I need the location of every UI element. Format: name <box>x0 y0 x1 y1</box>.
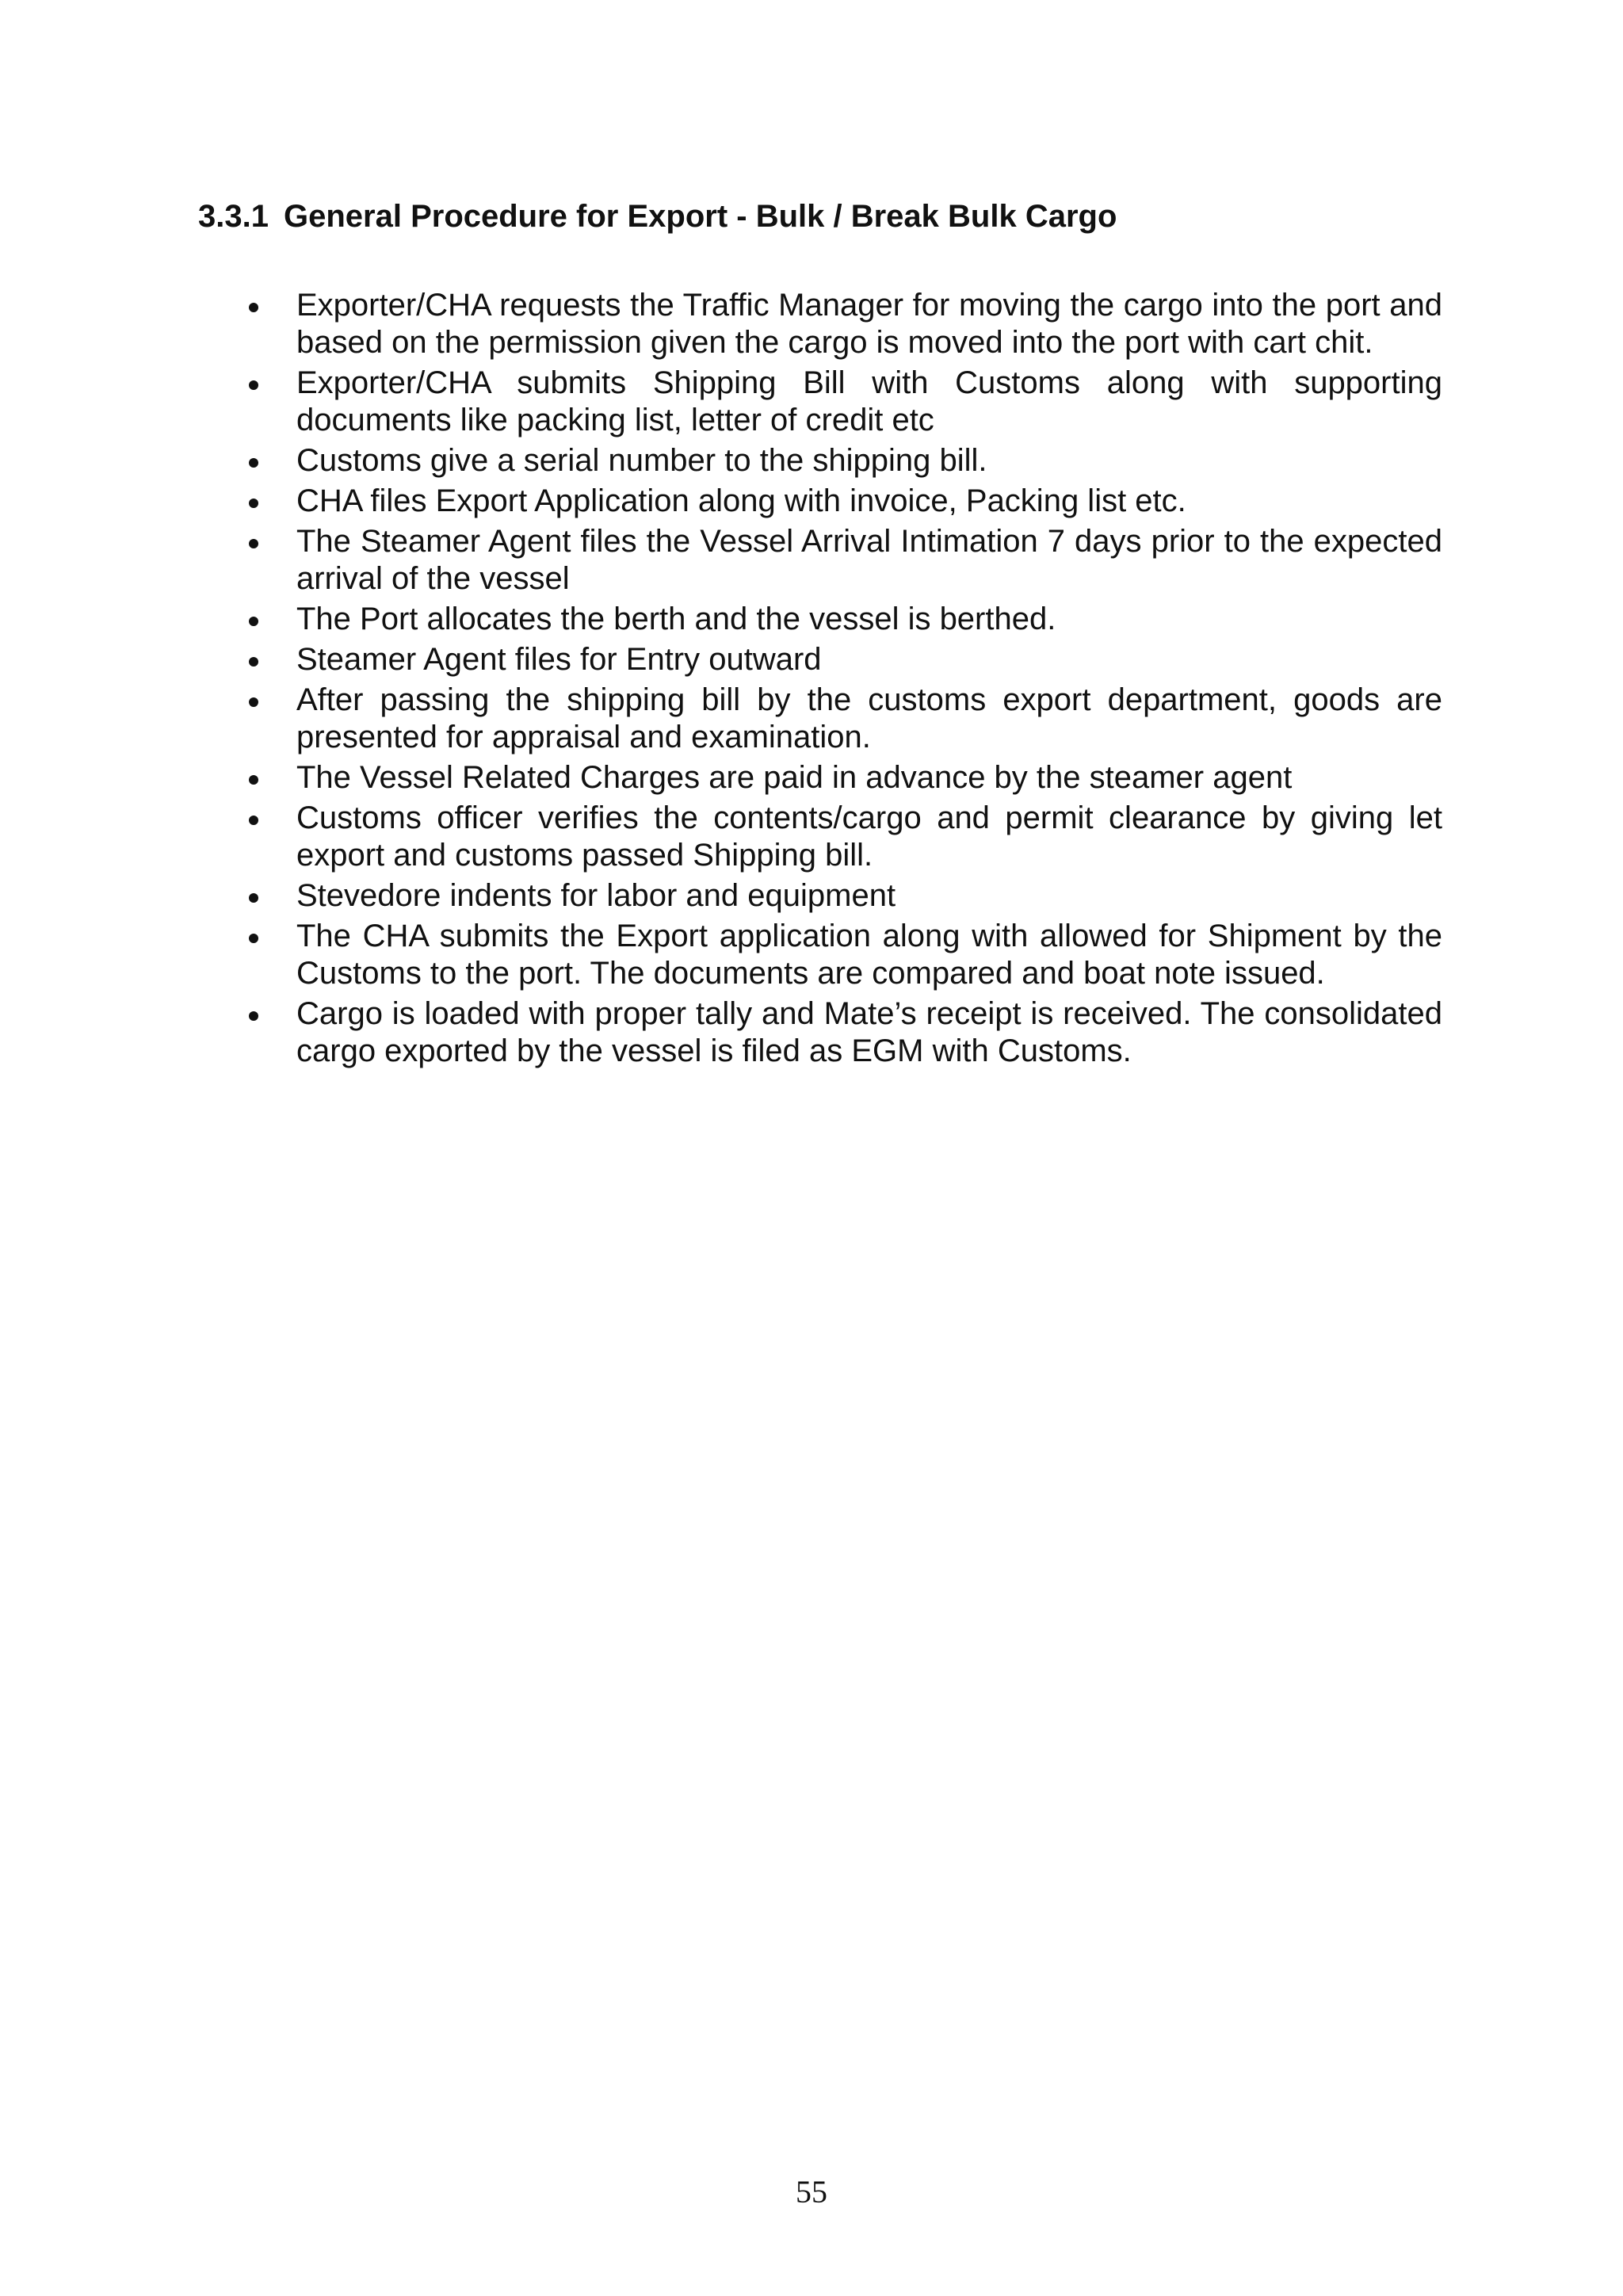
bullet-icon <box>249 303 258 312</box>
list-item-text: Steamer Agent files for Entry outward <box>296 642 822 677</box>
bullet-icon <box>249 617 258 626</box>
list-item <box>246 523 1442 598</box>
bullet-icon <box>249 816 258 825</box>
bullet-icon <box>249 458 258 468</box>
section-number: 3.3.1 <box>198 199 269 234</box>
bullet-icon <box>249 657 258 667</box>
list-item <box>246 800 1442 874</box>
list-item <box>246 641 1442 678</box>
list-item-text: Exporter/CHA requests the Traffic Manager for moving the cargo into the port and based on the permission given the cargo is moved into the port with cart chit. <box>296 288 1442 360</box>
page-number: 55 <box>796 2174 827 2210</box>
list-item <box>246 287 1442 361</box>
list-item-text: The Vessel Related Charges are paid in advance by the steamer agent <box>296 760 1293 795</box>
list-item <box>246 759 1442 797</box>
bullet-icon <box>249 934 258 943</box>
list-item <box>246 995 1442 1070</box>
bullet-icon <box>249 775 258 785</box>
procedure-bullet-list <box>246 287 1442 1073</box>
list-item <box>246 483 1442 520</box>
list-item-text: CHA files Export Application along with invoice, Packing list etc. <box>296 483 1186 518</box>
list-item <box>246 442 1442 479</box>
list-item-text: Cargo is loaded with proper tally and Mate’s receipt is received. The consolidated cargo exported by the vessel is filed as EGM with Customs. <box>296 996 1442 1068</box>
list-item <box>246 877 1442 915</box>
list-item-text: Customs give a serial number to the shipping bill. <box>296 443 987 478</box>
bullet-icon <box>249 380 258 390</box>
list-item <box>246 365 1442 439</box>
list-item-text: The Port allocates the berth and the vessel is berthed. <box>296 602 1056 636</box>
section-heading <box>198 193 1117 239</box>
bullet-icon <box>249 697 258 707</box>
list-item-text: Customs officer verifies the contents/cargo and permit clearance by giving let export and customs passed Shipping bill. <box>296 800 1442 873</box>
bullet-icon <box>249 539 258 548</box>
list-item-text: Stevedore indents for labor and equipment <box>296 878 896 913</box>
bullet-icon <box>249 499 258 508</box>
list-item-text: After passing the shipping bill by the customs export department, goods are presented for appraisal and examination. <box>296 682 1442 755</box>
bullet-icon <box>249 893 258 903</box>
list-item-text: The CHA submits the Export application along with allowed for Shipment by the Customs to the port. The documents are compared and boat note issued. <box>296 919 1442 991</box>
list-item <box>246 601 1442 638</box>
section-title: General Procedure for Export - Bulk / Break Bulk Cargo <box>284 199 1117 234</box>
bullet-icon <box>249 1011 258 1021</box>
list-item-text: The Steamer Agent files the Vessel Arrival Intimation 7 days prior to the expected arrival of the vessel <box>296 524 1442 596</box>
list-item-text: Exporter/CHA submits Shipping Bill with Customs along with supporting documents like packing list, letter of credit etc <box>296 365 1442 437</box>
list-item <box>246 682 1442 756</box>
list-item <box>246 918 1442 992</box>
